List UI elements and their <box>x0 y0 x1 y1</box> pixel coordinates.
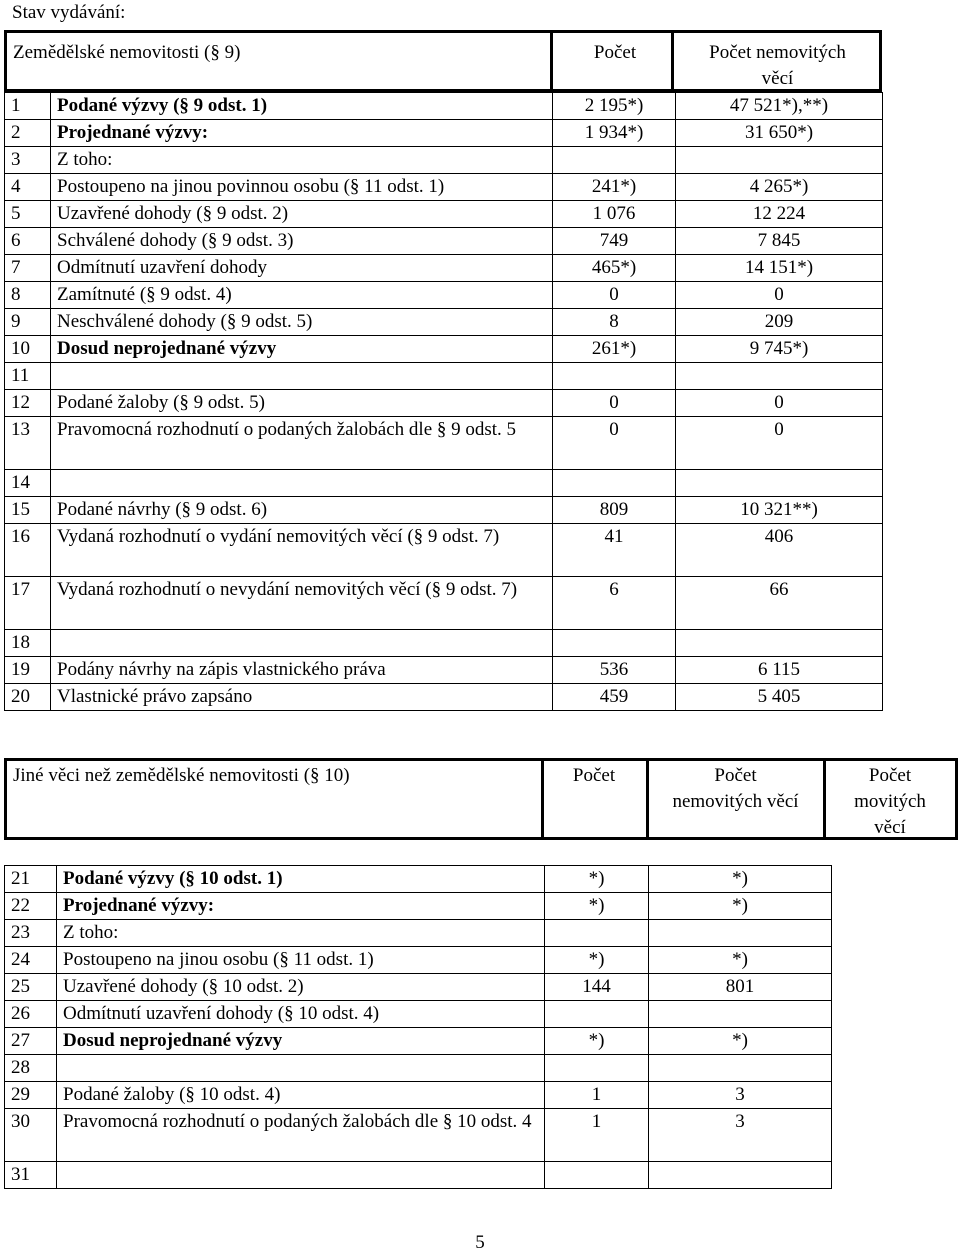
row-number: 31 <box>5 1162 57 1189</box>
row-count: 0 <box>553 282 676 309</box>
row-number: 9 <box>5 309 51 336</box>
row-label: Podané návrhy (§ 9 odst. 6) <box>51 497 553 524</box>
row-label: Dosud neprojednané výzvy <box>57 1028 545 1055</box>
row-number: 4 <box>5 174 51 201</box>
row-label: Vydaná rozhodnutí o vydání nemovitých věcí (§ 9 odst. 7) <box>51 524 553 577</box>
table2-header-divider-1 <box>541 758 544 840</box>
row-count: 41 <box>553 524 676 577</box>
row-number: 15 <box>5 497 51 524</box>
row-count: *) <box>545 1028 649 1055</box>
row-count: 1 <box>545 1082 649 1109</box>
row-property-count: 6 115 <box>676 657 883 684</box>
table-row <box>5 417 883 470</box>
row-label: Odmítnutí uzavření dohody (§ 10 odst. 4) <box>57 1001 545 1028</box>
row-property-count <box>676 470 883 497</box>
table-row <box>5 893 832 920</box>
row-label: Pravomocná rozhodnutí o podaných žalobách dle § 10 odst. 4 <box>57 1109 545 1162</box>
row-label <box>51 630 553 657</box>
row-label: Vlastnické právo zapsáno <box>51 684 553 711</box>
row-count: 809 <box>553 497 676 524</box>
table-row <box>5 524 883 577</box>
table1-header-col2-line1: Počet nemovitých <box>709 42 846 63</box>
table-row <box>5 1028 832 1055</box>
table-row <box>5 577 883 630</box>
table2-header-col-movable-count <box>826 763 954 841</box>
row-property-count <box>649 1001 832 1028</box>
table-row <box>5 336 883 363</box>
row-property-count: 3 <box>649 1109 832 1162</box>
table-row <box>5 309 883 336</box>
row-label <box>57 1162 545 1189</box>
table-row <box>5 470 883 497</box>
table-row <box>5 255 883 282</box>
table1-header-col2-line2: věcí <box>761 68 794 89</box>
table-row <box>5 866 832 893</box>
row-label: Pravomocná rozhodnutí o podaných žalobách dle § 9 odst. 5 <box>51 417 553 470</box>
page-heading: Stav vydávání: <box>12 2 126 23</box>
row-property-count: *) <box>649 947 832 974</box>
table-row <box>5 93 883 120</box>
row-label: Postoupeno na jinou povinnou osobu (§ 11 odst. 1) <box>51 174 553 201</box>
row-count: 0 <box>553 390 676 417</box>
row-count: 6 <box>553 577 676 630</box>
table-row <box>5 120 883 147</box>
row-property-count: 9 745*) <box>676 336 883 363</box>
row-number: 8 <box>5 282 51 309</box>
row-property-count: 10 321**) <box>676 497 883 524</box>
table-row <box>5 1162 832 1189</box>
row-number: 19 <box>5 657 51 684</box>
table2-header-col3-line1: Počet <box>868 765 912 786</box>
row-number: 3 <box>5 147 51 174</box>
row-number: 10 <box>5 336 51 363</box>
row-count: 749 <box>553 228 676 255</box>
row-count: 1 <box>545 1109 649 1162</box>
row-property-count: *) <box>649 866 832 893</box>
row-number: 1 <box>5 93 51 120</box>
row-count: 465*) <box>553 255 676 282</box>
row-number: 25 <box>5 974 57 1001</box>
table-row <box>5 174 883 201</box>
row-label <box>51 363 553 390</box>
table-row <box>5 282 883 309</box>
table2-header-col-property-count <box>648 763 823 815</box>
table2 <box>4 865 832 1189</box>
row-label: Podány návrhy na zápis vlastnického práva <box>51 657 553 684</box>
row-count <box>545 920 649 947</box>
row-label <box>51 470 553 497</box>
row-count: 2 195*) <box>553 93 676 120</box>
table-row <box>5 147 883 174</box>
row-label: Projednané výzvy: <box>57 893 545 920</box>
row-property-count <box>649 1055 832 1082</box>
row-property-count <box>676 630 883 657</box>
row-label: Odmítnutí uzavření dohody <box>51 255 553 282</box>
row-property-count: 4 265*) <box>676 174 883 201</box>
row-property-count: 14 151*) <box>676 255 883 282</box>
row-number: 30 <box>5 1109 57 1162</box>
table-row <box>5 390 883 417</box>
table-row <box>5 1001 832 1028</box>
table2-header-divider-3 <box>823 758 826 840</box>
row-number: 27 <box>5 1028 57 1055</box>
table2-header-col-count: Počet <box>572 765 616 786</box>
row-property-count: 0 <box>676 282 883 309</box>
row-number: 17 <box>5 577 51 630</box>
row-property-count: 209 <box>676 309 883 336</box>
row-label: Uzavřené dohody (§ 9 odst. 2) <box>51 201 553 228</box>
table2-header-col2-line1: Počet <box>714 765 757 786</box>
row-number: 28 <box>5 1055 57 1082</box>
row-label: Vydaná rozhodnutí o nevydání nemovitých věcí (§ 9 odst. 7) <box>51 577 553 630</box>
row-property-count <box>676 363 883 390</box>
row-label: Zamítnuté (§ 9 odst. 4) <box>51 282 553 309</box>
row-property-count: 5 405 <box>676 684 883 711</box>
row-count <box>545 1055 649 1082</box>
row-label: Schválené dohody (§ 9 odst. 3) <box>51 228 553 255</box>
row-count: 536 <box>553 657 676 684</box>
row-label: Postoupeno na jinou osobu (§ 11 odst. 1) <box>57 947 545 974</box>
row-count: *) <box>545 866 649 893</box>
table-row <box>5 974 832 1001</box>
row-number: 6 <box>5 228 51 255</box>
row-number: 23 <box>5 920 57 947</box>
table1-header-col-property-count <box>680 40 875 92</box>
row-property-count: 801 <box>649 974 832 1001</box>
row-property-count: 7 845 <box>676 228 883 255</box>
table1-header-col-count: Počet <box>593 42 637 63</box>
row-count <box>553 147 676 174</box>
row-label: Neschválené dohody (§ 9 odst. 5) <box>51 309 553 336</box>
row-count: 459 <box>553 684 676 711</box>
row-count: 144 <box>545 974 649 1001</box>
table2-header-divider-2 <box>646 758 649 840</box>
row-property-count <box>649 920 832 947</box>
row-number: 24 <box>5 947 57 974</box>
row-number: 11 <box>5 363 51 390</box>
row-property-count: *) <box>649 1028 832 1055</box>
table-row <box>5 363 883 390</box>
row-number: 2 <box>5 120 51 147</box>
row-number: 13 <box>5 417 51 470</box>
row-count <box>553 470 676 497</box>
row-number: 7 <box>5 255 51 282</box>
row-number: 14 <box>5 470 51 497</box>
table-row <box>5 497 883 524</box>
row-property-count: *) <box>649 893 832 920</box>
table-row <box>5 630 883 657</box>
table2-header-col3-line3: věcí <box>874 817 906 838</box>
row-label: Z toho: <box>51 147 553 174</box>
row-property-count: 66 <box>676 577 883 630</box>
row-count: *) <box>545 947 649 974</box>
row-count: 1 934*) <box>553 120 676 147</box>
row-count <box>553 630 676 657</box>
table2-header-col2-line2: nemovitých věcí <box>672 791 799 812</box>
table-row <box>5 657 883 684</box>
page-number: 5 <box>475 1232 485 1253</box>
row-count: 241*) <box>553 174 676 201</box>
row-label: Dosud neprojednané výzvy <box>51 336 553 363</box>
table1 <box>4 92 883 711</box>
table1-header-divider-1 <box>550 30 553 92</box>
row-property-count: 406 <box>676 524 883 577</box>
row-number: 20 <box>5 684 51 711</box>
row-property-count: 12 224 <box>676 201 883 228</box>
row-number: 18 <box>5 630 51 657</box>
row-number: 5 <box>5 201 51 228</box>
row-label <box>57 1055 545 1082</box>
table-row <box>5 201 883 228</box>
row-count: 261*) <box>553 336 676 363</box>
row-property-count <box>676 147 883 174</box>
row-count: 8 <box>553 309 676 336</box>
row-count: *) <box>545 893 649 920</box>
row-label: Podané žaloby (§ 10 odst. 4) <box>57 1082 545 1109</box>
row-label: Projednané výzvy: <box>51 120 553 147</box>
row-count <box>545 1001 649 1028</box>
row-property-count <box>649 1162 832 1189</box>
table-row <box>5 1082 832 1109</box>
row-number: 16 <box>5 524 51 577</box>
table-row <box>5 920 832 947</box>
row-number: 29 <box>5 1082 57 1109</box>
table-row <box>5 947 832 974</box>
row-label: Uzavřené dohody (§ 10 odst. 2) <box>57 974 545 1001</box>
row-number: 22 <box>5 893 57 920</box>
table1-header-divider-2 <box>671 30 674 92</box>
row-number: 26 <box>5 1001 57 1028</box>
row-label: Z toho: <box>57 920 545 947</box>
row-number: 21 <box>5 866 57 893</box>
row-label: Podané žaloby (§ 9 odst. 5) <box>51 390 553 417</box>
row-property-count: 0 <box>676 417 883 470</box>
row-label: Podané výzvy (§ 10 odst. 1) <box>57 866 545 893</box>
table2-header-title: Jiné věci než zemědělské nemovitosti (§ 10) <box>13 765 350 786</box>
row-property-count: 3 <box>649 1082 832 1109</box>
table2-header-col3-line2: movitých <box>854 791 926 812</box>
table1-header-title: Zemědělské nemovitosti (§ 9) <box>13 42 241 63</box>
table-row <box>5 684 883 711</box>
table-row <box>5 1055 832 1082</box>
row-property-count: 47 521*),**) <box>676 93 883 120</box>
row-label: Podané výzvy (§ 9 odst. 1) <box>51 93 553 120</box>
row-count <box>553 363 676 390</box>
row-count: 1 076 <box>553 201 676 228</box>
table-row <box>5 1109 832 1162</box>
row-property-count: 31 650*) <box>676 120 883 147</box>
table-row <box>5 228 883 255</box>
row-count <box>545 1162 649 1189</box>
row-property-count: 0 <box>676 390 883 417</box>
row-number: 12 <box>5 390 51 417</box>
row-count: 0 <box>553 417 676 470</box>
